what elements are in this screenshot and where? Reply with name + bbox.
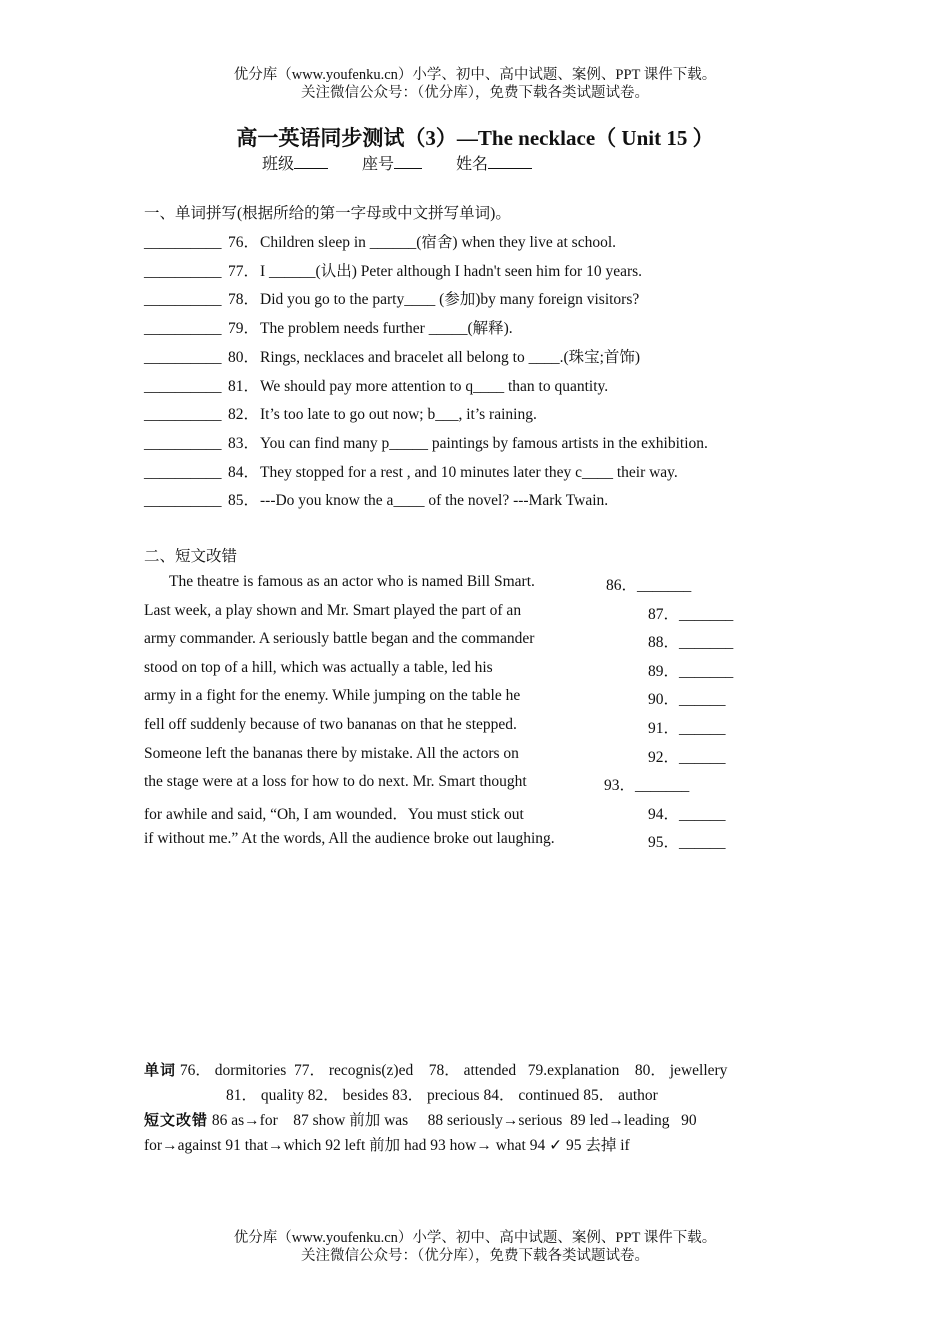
question-text: You can find many p_____ paintings by famous artists in the exhibition. [260,434,708,452]
page-footer [0,1229,950,1265]
answer-blank[interactable]: __________ [144,291,222,309]
correction-blank[interactable]: 92．______ [648,748,726,766]
class-blank [294,154,328,169]
question-number: 84． [228,463,260,481]
vocab-question [144,287,639,309]
question-number: 80． [228,348,260,366]
passage-line: the stage were at a loss for how to do next. Mr. Smart thought [144,773,527,791]
footer-line-2: 关注微信公众号：（优分库），免费下载各类试题试卷。 [301,1248,649,1264]
vocab-question [144,230,616,252]
vocab-question [144,345,640,367]
part1-heading: 一、单词拼写(根据所给的第一字母或中文拼写单词)。 [144,205,511,222]
answer-blank[interactable]: __________ [144,492,222,510]
footer-line-1: 优分库（www.youfenku.cn）小学、初中、高中试题、案例、PPT 课件下载。 [233,1230,717,1246]
vocab-question [144,431,708,453]
answer-vocab-line-1 [144,1058,727,1080]
question-number: 78． [228,291,260,309]
answer-blank[interactable]: __________ [144,234,222,251]
name-label: 姓名 [456,156,489,173]
question-text: Did you go to the party____ (参加)by many foreign visitors? [260,291,640,309]
page-title: 高一英语同步测试（3）—The necklace（ Unit 15 ） [236,126,714,150]
correction-blank[interactable]: 87．_______ [648,605,734,623]
passage-line: stood on top of a hill, which was actually a table, led his [144,658,493,676]
part2-heading: 二、短文改错 [144,548,238,565]
answer-blank[interactable]: __________ [144,463,222,481]
correction-blank[interactable]: 89．_______ [648,662,734,680]
correction-blank[interactable]: 95．______ [648,834,726,852]
passage-line: fell off suddenly because of two bananas on that he stepped. [144,716,517,733]
question-number: 76． [228,234,260,251]
vocab-question [144,488,608,510]
correction-blank[interactable]: 93．_______ [604,777,690,795]
correction-blank[interactable]: 88．_______ [648,634,734,652]
question-text: We should pay more attention to q____ than to quantity. [260,377,609,395]
correction-blank[interactable]: 94．______ [648,805,726,823]
passage-line: Last week, a play shown and Mr. Smart played the part of an [144,601,522,619]
question-text: They stopped for a rest , and 10 minutes later they c____ their way. [260,463,678,481]
answer-blank[interactable]: __________ [144,377,222,395]
question-text: The problem needs further _____(解释). [260,320,513,338]
class-label: 班级 [262,156,295,173]
passage-line: Someone left the bananas there by mistake. All the actors on [144,744,519,762]
question-number: 85． [228,492,260,510]
question-number: 81． [228,377,260,395]
answer-blank[interactable]: __________ [144,320,222,338]
header-line-2: 关注微信公众号：（优分库），免费下载各类试题试卷。 [301,85,649,101]
passage-line: The theatre is famous as an actor who is named Bill Smart. [169,573,535,590]
question-number: 83． [228,434,260,452]
vocab-question [144,374,608,396]
name-blank [488,154,532,169]
answer-error-line-1 [144,1108,697,1130]
question-number: 77． [228,262,260,280]
answer-vocab-line-2: 81． quality 82． besides 83． precious 84． continued 85． author [226,1087,658,1104]
passage-line: if without me.” At the words, All the audience broke out laughing. [144,830,555,848]
answer-error-text-1: 86 as→for 87 show 前加 was 88 seriously→serious 89 led→leading 90 [211,1112,697,1129]
vocab-question [144,402,537,424]
vocab-question [144,259,642,281]
question-number: 82． [228,406,260,424]
answer-blank[interactable]: __________ [144,348,222,366]
correction-blank[interactable]: 86．_______ [606,577,692,594]
student-info [262,151,532,174]
answer-error-line-2: for→against 91 that→which 92 left 前加 had 93 how→ what 94 ✓ 95 去掉 if [144,1137,630,1154]
question-text: Rings, necklaces and bracelet all belong to ____.(珠宝;首饰) [260,348,641,366]
passage-line: army in a fight for the enemy. While jumping on the table he [144,687,521,705]
passage-line: army commander. A seriously battle began and the commander [144,630,535,648]
correction-blank[interactable]: 91．______ [648,720,726,737]
header-line-1: 优分库（www.youfenku.cn）小学、初中、高中试题、案例、PPT 课件下载。 [233,67,717,83]
question-text: Children sleep in ______(宿舍) when they live at school. [260,234,617,251]
question-text: I ______(认出) Peter although I hadn't seen him for 10 years. [260,262,643,280]
vocab-question [144,316,513,338]
passage-line: for awhile and said, “Oh, I am wounded．You must stick out [144,805,524,823]
question-number: 79． [228,320,260,338]
answer-vocab-label: 单词 [144,1061,177,1079]
vocab-question [144,460,678,482]
answer-vocab-text-1: 76． dormitories 77． recognis(z)ed 78． attended 79.explanation 80． jewellery [179,1062,728,1079]
answer-blank[interactable]: __________ [144,262,222,280]
correction-blank[interactable]: 90．______ [648,691,726,709]
seat-blank [394,154,422,169]
seat-label: 座号 [362,156,395,173]
question-text: It’s too late to go out now; b___, it’s raining. [260,406,537,424]
answer-error-label: 短文改错 [144,1111,209,1129]
answer-blank[interactable]: __________ [144,406,222,424]
page-header [0,66,950,102]
question-text: ---Do you know the a____ of the novel? ---Mark Twain. [260,492,609,510]
answer-blank[interactable]: __________ [144,434,222,452]
